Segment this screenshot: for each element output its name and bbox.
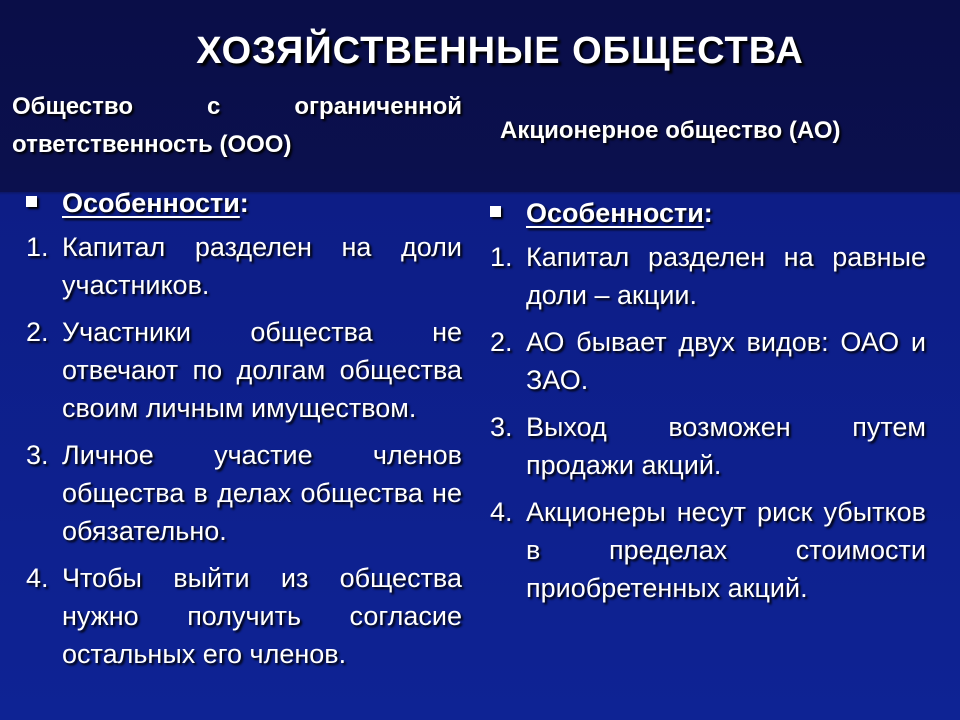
item-text: АО бывает двух видов: ОАО и ЗАО. (526, 327, 926, 395)
features-colon: : (239, 188, 249, 218)
llc-features-heading (26, 184, 462, 222)
item-number: 3. (490, 412, 513, 442)
item-text: Акционеры несут риск убытков в пределах стоимости приобретенных акций. (526, 497, 926, 603)
item-number: 2. (490, 327, 513, 357)
features-label: Особенности (526, 198, 704, 228)
llc-column (26, 184, 462, 682)
list-item (26, 313, 462, 427)
item-number: 1. (26, 232, 49, 262)
list-item (490, 493, 926, 607)
list-item (490, 408, 926, 484)
jsc-heading: Акционерное общество (АО) (500, 117, 841, 144)
item-text: Участники общества не отвечают по долгам общества своим личным имуществом. (62, 317, 462, 423)
list-item (26, 559, 462, 673)
item-text: Выход возможен путем продажи акций. (526, 412, 926, 480)
list-item (490, 323, 926, 399)
item-number: 4. (26, 563, 49, 593)
item-text: Чтобы выйти из общества нужно получить согласие остальных его членов. (62, 563, 462, 669)
item-number: 1. (490, 242, 513, 272)
llc-heading: Общество с ограниченной ответственность (ООО) (12, 93, 462, 158)
slide-title: ХОЗЯЙСТВЕННЫЕ ОБЩЕСТВА (196, 30, 804, 72)
item-text: Капитал разделен на доли участников. (62, 232, 462, 300)
item-number: 4. (490, 497, 513, 527)
item-text: Личное участие членов общества в делах общества не обязательно. (62, 440, 462, 546)
features-colon: : (703, 198, 713, 228)
square-bullet-icon (490, 206, 501, 217)
jsc-column (490, 194, 926, 616)
features-label: Особенности (62, 188, 240, 218)
list-item (26, 436, 462, 550)
item-text: Капитал разделен на равные доли – акции. (526, 242, 926, 310)
jsc-features-heading (490, 194, 926, 232)
square-bullet-icon (26, 196, 37, 207)
list-item (26, 228, 462, 304)
item-number: 2. (26, 317, 49, 347)
item-number: 3. (26, 440, 49, 470)
list-item (490, 238, 926, 314)
